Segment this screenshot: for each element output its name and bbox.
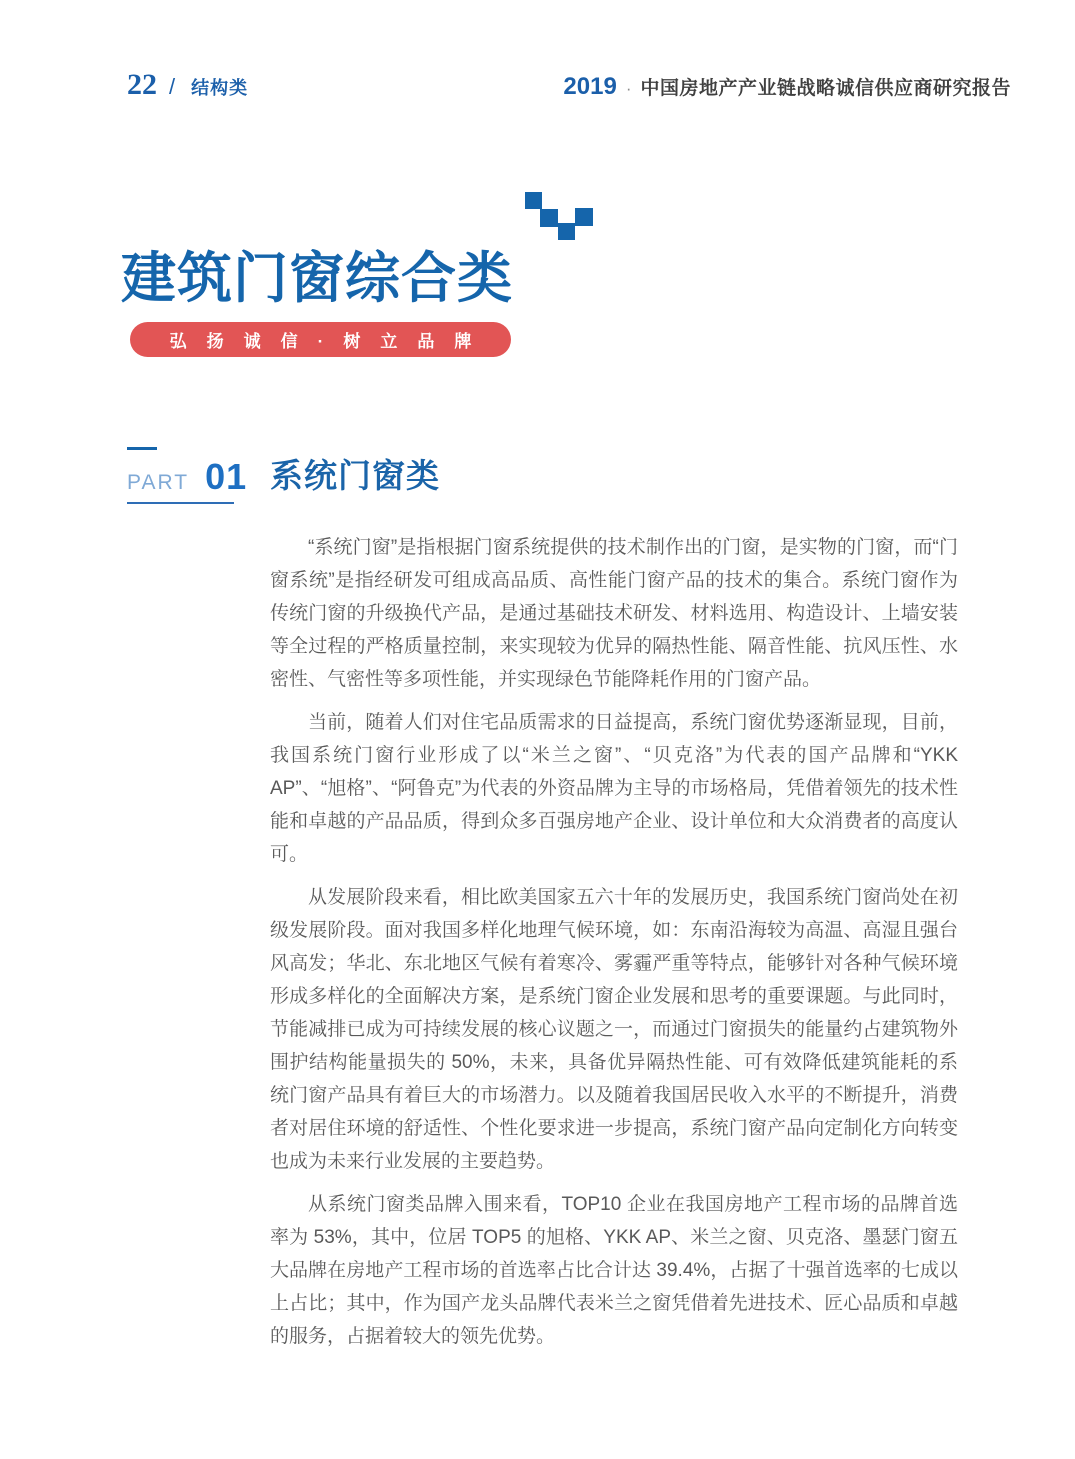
slogan-text: 弘扬诚信·树立品牌: [169, 332, 492, 351]
logo-square: [540, 209, 558, 227]
slogan-banner: [130, 322, 511, 357]
paragraph: 从系统门窗类品牌入围来看，TOP10 企业在我国房地产工程市场的品牌首选率为 53%，其中，位居 TOP5 的旭格、YKK AP、米兰之窗、贝克洛、墨瑟门窗五大品牌在房地产工程市场的首选率占比合计达 39.4%，占据了十强首选率的七成以上占比；其中，作为国产龙头品牌代表米兰之窗凭借着先进技术、匠心品质和卓越的服务，占据着较大的领先优势。: [270, 1194, 958, 1347]
header-left: [127, 68, 248, 102]
paragraph: “系统门窗”是指根据门窗系统提供的技术制作出的门窗，是实物的门窗，而“门窗系统”是指经研发可组成高品质、高性能门窗产品的技术的集合。系统门窗作为传统门窗的升级换代产品，是通过基础技术研发、材料选用、构造设计、上墙安装等全过程的严格质量控制，来实现较为优异的隔热性能、隔音性能、抗风压性、水密性、气密性等多项性能，并实现绿色节能降耗作用的门窗产品。: [270, 537, 958, 690]
part-underline-rule: [127, 502, 234, 504]
body-content: [270, 531, 958, 1363]
section-title: 系统门窗类: [270, 457, 440, 494]
brand-checkmark-icon: [525, 192, 595, 242]
header-dot: ·: [625, 79, 632, 98]
part-number: 01: [205, 456, 248, 497]
page-number: 22: [127, 68, 157, 101]
part-label-block: [127, 447, 247, 504]
category-title: 建筑门窗综合类: [121, 247, 514, 309]
logo-square: [558, 223, 575, 240]
page-header: [127, 68, 1011, 102]
section-tag: 结构类: [191, 78, 249, 98]
paragraph: 从发展阶段来看，相比欧美国家五六十年的发展历史，我国系统门窗尚处在初级发展阶段。面对我国多样化地理气候环境，如：东南沿海较为高温、高湿且强台风高发；华北、东北地区气候有着寒冷、雾霾严重等特点，能够针对各种气候环境形成多样化的全面解决方案，是系统门窗企业发展和思考的重要课题。与此同时，节能减排已成为可持续发展的核心议题之一，而通过门窗损失的能量约占建筑物外围护结构能量损失的 50%，未来，具备优异隔热性能、可有效降低建筑能耗的系统门窗产品具有着巨大的市场潜力。以及随着我国居民收入水平的不断提升，消费者对居住环境的舒适性、个性化要求进一步提高，系统门窗产品向定制化方向转变也成为未来行业发展的主要趋势。: [270, 887, 958, 1172]
logo-square: [525, 192, 542, 209]
part-tick-rule: [127, 447, 157, 450]
header-separator: /: [169, 74, 176, 99]
report-year: 2019: [563, 73, 617, 100]
header-right: [563, 73, 1011, 101]
paragraph: 当前，随着人们对住宅品质需求的日益提高，系统门窗优势逐渐显现，目前，我国系统门窗行业形成了以“米兰之窗”、“贝克洛”为代表的国产品牌和“YKK AP”、“旭格”、“阿鲁克”为代表的外资品牌为主导的市场格局，凭借着领先的技术性能和卓越的产品品质，得到众多百强房地产企业、设计单位和大众消费者的高度认可。: [270, 712, 958, 865]
part-label: PART: [127, 471, 190, 494]
logo-square: [575, 208, 593, 226]
part-row: [127, 456, 247, 498]
report-title: 中国房地产产业链战略诚信供应商研究报告: [640, 78, 1011, 99]
